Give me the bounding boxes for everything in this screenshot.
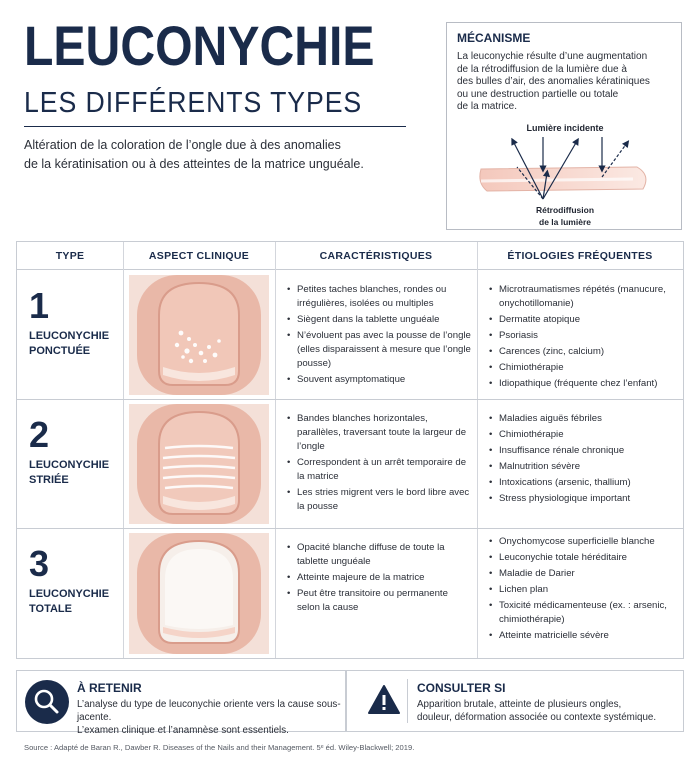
mechanism-text <box>457 51 675 114</box>
consult-box <box>346 670 684 732</box>
type-name <box>29 329 129 359</box>
list-item: • Psoriasis <box>489 329 677 343</box>
list-item: • Maladies aiguës fébriles <box>489 412 677 426</box>
list-item: • Maladie de Darier <box>489 567 677 581</box>
type-number: 2 <box>29 414 50 455</box>
type-number: 3 <box>29 543 50 584</box>
etiologies-list <box>489 535 677 645</box>
list-item: • Toxicité médicamenteuse (ex. : arsenic, chimiothérapie) <box>489 599 677 627</box>
nail-illustration <box>129 533 269 654</box>
table-header <box>17 242 683 270</box>
nail-photo-striate <box>129 404 269 524</box>
backscatter-label-1: Rétrodiffusion <box>535 205 595 215</box>
consult-divider <box>407 679 408 723</box>
type-number: 1 <box>29 285 50 326</box>
type-name-line: LEUCONYCHIE <box>29 330 110 342</box>
list-item: • Insuffisance rénale chronique <box>489 444 677 458</box>
nail-illustration <box>129 404 269 524</box>
retain-line-2: L’examen clinique et l’anamnèse sont essentiels. <box>77 725 289 736</box>
header-type: TYPE <box>55 250 85 262</box>
consult-text <box>417 698 681 724</box>
list-item: • Atteinte matricielle sévère <box>489 629 677 643</box>
list-item: • Atteinte majeure de la matrice <box>287 571 472 585</box>
list-item: • Idiopathique (fréquente chez l’enfant) <box>489 377 677 391</box>
retain-title: À RETENIR <box>77 681 142 695</box>
incident-light-label: Lumière incidente <box>526 123 604 133</box>
mechanism-text-line: de la matrice. <box>457 101 518 112</box>
list-item: • Microtraumatismes répétés (manucure, onychotillomanie) <box>489 283 677 311</box>
source-citation: Source : Adapté de Baran R., Dawber R. Diseases of the Nails and their Management. 5ᵉ éd. Wiley-Blackwell; 2019. <box>24 743 415 752</box>
list-item: • Dermatite atopique <box>489 313 677 327</box>
leuconychia-types-table <box>16 241 684 659</box>
page-subtitle: LES DIFFÉRENTS TYPES <box>24 87 363 119</box>
mechanism-title: MÉCANISME <box>457 31 531 45</box>
retain-text <box>77 698 345 737</box>
header-aspect: ASPECT CLINIQUE <box>148 250 250 262</box>
list-item: • Intoxications (arsenic, thallium) <box>489 476 677 490</box>
nail-photo-punctate <box>129 275 269 395</box>
mechanism-box <box>446 22 682 230</box>
list-item: • Stress physiologique important <box>489 492 677 506</box>
etiologies-list <box>489 412 677 508</box>
mechanism-text-line: ou une destruction partielle ou totale <box>457 88 619 100</box>
page-title: LEUCONYCHIE <box>24 14 375 77</box>
list-item: • Siègent dans la tablette unguéale <box>287 313 472 327</box>
etiologies-list <box>489 283 677 393</box>
list-item: • Leuconychie totale héréditaire <box>489 551 677 565</box>
warning-icon <box>367 684 401 716</box>
header-characteristics: CARACTÉRISTIQUES <box>319 250 433 262</box>
type-name <box>29 587 129 617</box>
list-item: • Carences (zinc, calcium) <box>489 345 677 359</box>
intro-line-1: Altération de la coloration de l’ongle due à des anomalies <box>24 138 341 152</box>
consult-line-1: Apparition brutale, atteinte de plusieurs ongles, <box>417 699 622 710</box>
list-item: • Onychomycose superficielle blanche <box>489 535 677 549</box>
retain-line-1: L’analyse du type de leuconychie oriente vers la cause sous-jacente. <box>77 699 341 723</box>
list-item: • Chimiothérapie <box>489 361 677 375</box>
list-item: • Malnutrition sévère <box>489 460 677 474</box>
intro-text <box>24 136 424 174</box>
list-item: • Les stries migrent vers le bord libre avec la pousse <box>287 486 472 514</box>
mechanism-text-line: des bulles d’air, des anomalies kératiniques <box>457 76 650 87</box>
backscatter-label-2: de la lumière <box>539 217 591 227</box>
list-item: • Petites taches blanches, rondes ou irrégulières, isolées ou multiples <box>287 283 472 311</box>
type-name-line: LEUCONYCHIE <box>29 588 110 600</box>
header-etiologies: ÉTIOLOGIES FRÉQUENTES <box>507 250 653 262</box>
title-divider <box>24 126 406 127</box>
list-item: • Lichen plan <box>489 583 677 597</box>
intro-line-2: de la kératinisation ou à des atteintes de la matrice unguéale. <box>24 157 364 171</box>
list-item: • Opacité blanche diffuse de toute la tablette unguéale <box>287 541 472 569</box>
type-name-line: LEUCONYCHIE <box>29 459 110 471</box>
nail-photo-total <box>129 533 269 654</box>
type-name-line: TOTALE <box>29 603 72 615</box>
retain-box <box>16 670 346 736</box>
mechanism-text-line: La leuconychie résulte d’une augmentation <box>457 51 648 62</box>
list-item: • Souvent asymptomatique <box>287 373 472 387</box>
consult-title: CONSULTER SI <box>417 681 506 695</box>
table-row <box>17 271 683 399</box>
list-item: • Chimiothérapie <box>489 428 677 442</box>
type-name-line: STRIÉE <box>29 474 69 486</box>
characteristics-list <box>287 283 472 389</box>
characteristics-list <box>287 412 472 516</box>
list-item: • Correspondent à un arrêt temporaire de la matrice <box>287 456 472 484</box>
list-item: • N’évoluent pas avec la pousse de l’ongle (elles disparaissent à mesure que l’ongle pousse) <box>287 329 472 371</box>
consult-line-2: douleur, déformation associée ou contexte systémique. <box>417 712 657 723</box>
characteristics-list <box>287 541 472 617</box>
search-icon <box>25 680 69 724</box>
type-name-line: PONCTUÉE <box>29 345 91 357</box>
mechanism-text-line: de la rétrodiffusion de la lumière due à <box>457 63 627 75</box>
nail-illustration <box>129 275 269 395</box>
list-item: • Peut être transitoire ou permanente selon la cause <box>287 587 472 615</box>
nail-highlight <box>481 179 633 181</box>
light-scattering-diagram <box>447 119 683 229</box>
list-item: • Bandes blanches horizontales, parallèles, traversant toute la largeur de l’ongle <box>287 412 472 454</box>
table-row <box>17 400 683 528</box>
type-name <box>29 458 129 488</box>
table-row <box>17 529 683 658</box>
